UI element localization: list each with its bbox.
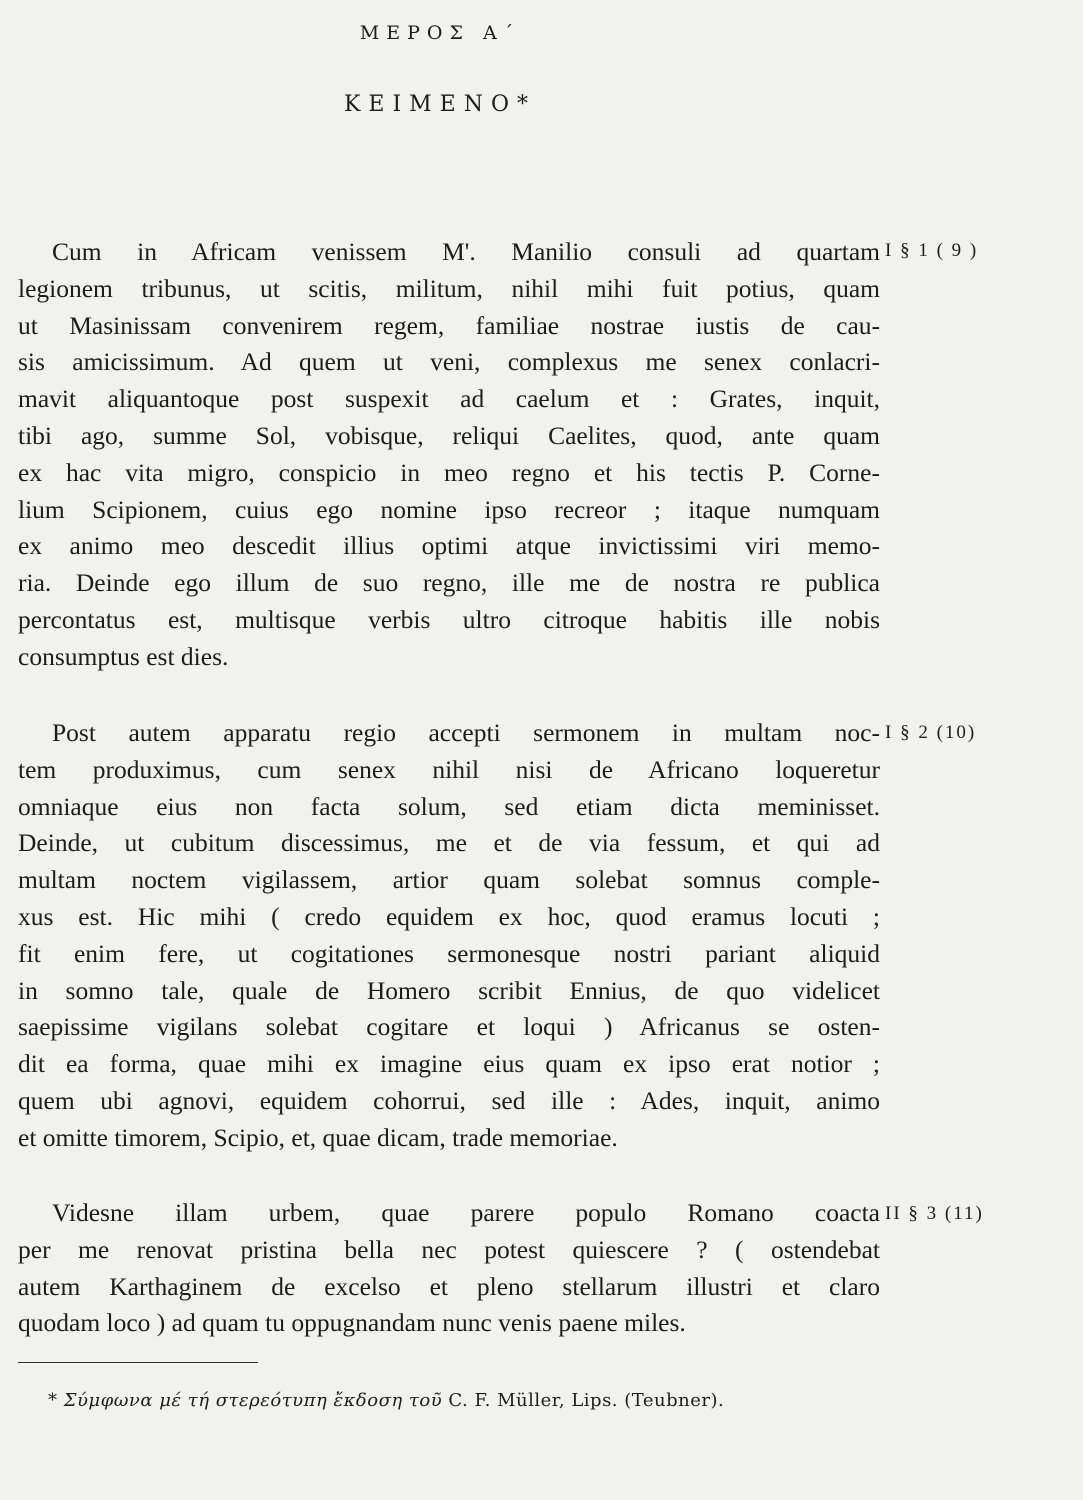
text-line: tibi ago, summe Sol, vobisque, reliqui Caelites, quod, ante quam [18,420,880,450]
text-line: per me renovat pristina bella nec potest quiescere ? ( ostendebat [18,1234,880,1264]
paragraph-3 [18,1195,880,1342]
paragraph-1 [18,234,880,676]
text-line: ria. Deinde ego illum de suo regno, ille me de nostra re publica [18,568,880,598]
text-line: percontatus est, multisque verbis ultro citroque habitis ille nobis [18,604,880,634]
footnote-greek-text: Σύμφωνα μέ τή στερεότυπη ἔκδοση τοῦ [63,1390,443,1411]
text-line: et omitte timorem, Scipio, et, quae dicam, trade memoriae. [18,1122,618,1152]
text-line: consumptus est dies. [18,641,229,671]
text-line: Post autem apparatu regio accepti sermonem in multam noc- [52,718,880,747]
text-line: Deinde, ut cubitum discessimus, me et de via fessum, et qui ad [18,828,880,858]
footnote-divider [18,1362,258,1363]
text-line: Videsne illam urbem, quae parere populo Romano coacta [52,1198,880,1227]
section-label: ΜΕΡΟΣ Α΄ [359,22,521,44]
footnote-marker: * [48,1390,58,1411]
text-line: legionem tribunus, ut scitis, militum, nihil mihi fuit potius, quam [18,273,880,303]
text-line: quodam loco ) ad quam tu oppugnandam nunc venis paene miles. [18,1308,686,1338]
text-line: omniaque eius non facta solum, sed etiam dicta meminisset. [18,791,880,821]
section-reference: II § 3 (11) [885,1203,984,1224]
text-line: xus est. Hic mihi ( credo equidem ex hoc, quod eramus locuti ; [18,901,880,931]
paragraph-2 [18,715,880,1157]
footnote-source: C. F. Müller, Lips. (Teubner). [448,1390,725,1411]
section-reference: I § 1 ( 9 ) [885,240,979,261]
text-line: autem Karthaginem de excelso et pleno stellarum illustri et claro [18,1271,880,1301]
text-line: ex animo meo descedit illius optimi atque invictissimi viri memo- [18,531,880,561]
text-line: fit enim fere, ut cogitationes sermonesque nostri pariant aliquid [18,938,880,968]
text-line: ex hac vita migro, conspicio in meo regno et his tectis P. Corne- [18,457,880,487]
text-line: quem ubi agnovi, equidem cohorrui, sed ille : Ades, inquit, animo [18,1085,880,1115]
text-line: sis amicissimum. Ad quem ut veni, complexus me senex conlacri- [18,347,880,377]
text-line: mavit aliquantoque post suspexit ad caelum et : Grates, inquit, [18,384,880,414]
section-reference: I § 2 (10) [885,722,977,743]
footnote [48,1390,878,1411]
text-line: Cum in Africam venissem M'. Manilio consuli ad quartam [52,237,880,266]
text-line: ut Masinissam convenirem regem, familiae nostrae iustis de cau- [18,310,880,340]
text-line: saepissime vigilans solebat cogitare et loqui ) Africanus se osten- [18,1012,880,1042]
page-title: ΚΕΙΜΕΝΟ* [343,92,537,117]
text-line: multam noctem vigilassem, artior quam solebat somnus comple- [18,865,880,895]
text-line: tem produximus, cum senex nihil nisi de Africano loqueretur [18,754,880,784]
text-line: lium Scipionem, cuius ego nomine ipso recreor ; itaque numquam [18,494,880,524]
text-line: in somno tale, quale de Homero scribit Ennius, de quo videlicet [18,975,880,1005]
text-line: dit ea forma, quae mihi ex imagine eius quam ex ipso erat notior ; [18,1049,880,1079]
